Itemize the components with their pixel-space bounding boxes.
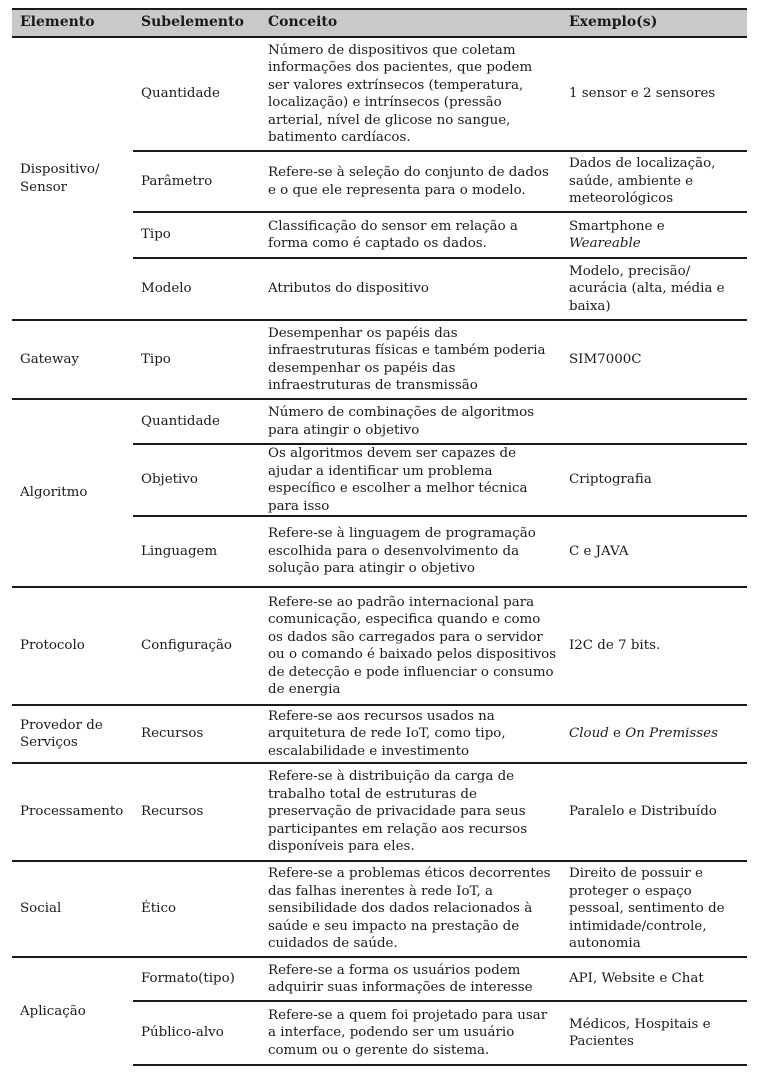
subelemento-cell: Quantidade <box>133 37 260 151</box>
exemplo-cell: C e JAVA <box>561 516 747 587</box>
table-row <box>12 705 747 763</box>
subelemento-cell: Tipo <box>133 212 260 258</box>
table-row <box>12 399 747 444</box>
exemplo-cell: SIM7000C <box>561 320 747 399</box>
subelemento-cell: Modelo <box>133 258 260 320</box>
subelemento-cell: Objetivo <box>133 444 260 516</box>
subelemento-cell: Configuração <box>133 587 260 705</box>
taxonomy-table <box>12 8 747 1066</box>
table-row <box>12 587 747 705</box>
subelemento-cell: Linguagem <box>133 516 260 587</box>
conceito-cell: Número de dispositivos que coletam informações dos pacientes, que podem ser valores extrínsecos (temperatura, localização) e intrínsecos (pressão arterial, nível de glicose no sangue, batimento cardíacos. <box>260 37 561 151</box>
exemplo-cell <box>561 399 747 444</box>
conceito-cell: Refere-se à distribuição da carga de trabalho total de estruturas de preservação de privacidade para seus participantes em relação aos recursos disponíveis para eles. <box>260 763 561 861</box>
exemplo-cell: Médicos, Hospitais e Pacientes <box>561 1001 747 1065</box>
conceito-cell: Refere-se a quem foi projetado para usar a interface, podendo ser um usuário comum ou o gerente do sistema. <box>260 1001 561 1065</box>
exemplo-text: Smartphone e <box>569 218 665 234</box>
subelemento-cell: Público-alvo <box>133 1001 260 1065</box>
exemplo-italic-text: On Premisses <box>625 726 718 742</box>
subelemento-cell: Recursos <box>133 763 260 861</box>
conceito-cell: Os algoritmos devem ser capazes de ajudar a identificar um problema específico e escolher a melhor técnica para isso <box>260 444 561 516</box>
elemento-cell: Algoritmo <box>12 399 133 587</box>
conceito-cell: Classificação do sensor em relação a forma como é captado os dados. <box>260 212 561 258</box>
elemento-label: Dispositivo/ Sensor <box>20 162 100 195</box>
table-row <box>12 763 747 861</box>
conceito-cell: Número de combinações de algoritmos para atingir o objetivo <box>260 399 561 444</box>
table-row <box>12 37 747 151</box>
header-elemento: Elemento <box>12 9 133 37</box>
table-row <box>12 861 747 957</box>
exemplo-cell: Modelo, precisão/ acurácia (alta, média e baixa) <box>561 258 747 320</box>
exemplo-cell <box>561 212 747 258</box>
conceito-cell: Atributos do dispositivo <box>260 258 561 320</box>
exemplo-cell <box>561 705 747 763</box>
table-header <box>12 9 747 37</box>
table-row <box>12 320 747 399</box>
header-subelemento: Subelemento <box>133 9 260 37</box>
elemento-cell: Aplicação <box>12 957 133 1065</box>
elemento-cell: Social <box>12 861 133 957</box>
subelemento-cell: Parâmetro <box>133 151 260 212</box>
conceito-cell: Refere-se a problemas éticos decorrentes das falhas inerentes à rede IoT, a sensibilidade dos dados relacionados à saúde e seu impacto na prestação de cuidados de saúde. <box>260 861 561 957</box>
subelemento-cell: Tipo <box>133 320 260 399</box>
subelemento-cell: Formato(tipo) <box>133 957 260 1001</box>
exemplo-cell: Dados de localização, saúde, ambiente e meteorológicos <box>561 151 747 212</box>
header-exemplos: Exemplo(s) <box>561 9 747 37</box>
conceito-cell: Refere-se a forma os usuários podem adquirir suas informações de interesse <box>260 957 561 1001</box>
elemento-cell <box>12 37 133 320</box>
exemplo-cell: I2C de 7 bits. <box>561 587 747 705</box>
exemplo-cell: Criptografia <box>561 444 747 516</box>
conceito-cell: Refere-se aos recursos usados na arquitetura de rede IoT, como tipo, escalabilidade e investimento <box>260 705 561 763</box>
elemento-cell: Gateway <box>12 320 133 399</box>
exemplo-italic-text: Weareable <box>569 236 641 251</box>
header-conceito: Conceito <box>260 9 561 37</box>
conceito-cell: Refere-se ao padrão internacional para comunicação, especifica quando e como os dados são carregados para o servidor ou o comando é baixado pelos dispositivos de detecção e pode influenciar o consumo de energia <box>260 587 561 705</box>
exemplo-italic-text: Cloud <box>569 726 609 742</box>
exemplo-cell: Direito de possuir e proteger o espaço pessoal, sentimento de intimidade/controle, autonomia <box>561 861 747 957</box>
conceito-cell: Refere-se à linguagem de programação escolhida para o desenvolvimento da solução para atingir o objetivo <box>260 516 561 587</box>
table-row <box>12 957 747 1001</box>
exemplo-cell: Paralelo e Distribuído <box>561 763 747 861</box>
elemento-cell: Processamento <box>12 763 133 861</box>
elemento-cell: Protocolo <box>12 587 133 705</box>
subelemento-cell: Quantidade <box>133 399 260 444</box>
subelemento-cell: Ético <box>133 861 260 957</box>
exemplo-cell: 1 sensor e 2 sensores <box>561 37 747 151</box>
elemento-cell <box>12 705 133 763</box>
exemplo-cell: API, Website e Chat <box>561 957 747 1001</box>
exemplo-text: e <box>608 726 626 742</box>
elemento-label: Provedor de Serviços <box>20 717 103 750</box>
conceito-cell: Refere-se à seleção do conjunto de dados e o que ele representa para o modelo. <box>260 151 561 212</box>
subelemento-cell: Recursos <box>133 705 260 763</box>
conceito-cell: Desempenhar os papéis das infraestruturas físicas e também poderia desempenhar os papéis das infraestruturas de transmissão <box>260 320 561 399</box>
